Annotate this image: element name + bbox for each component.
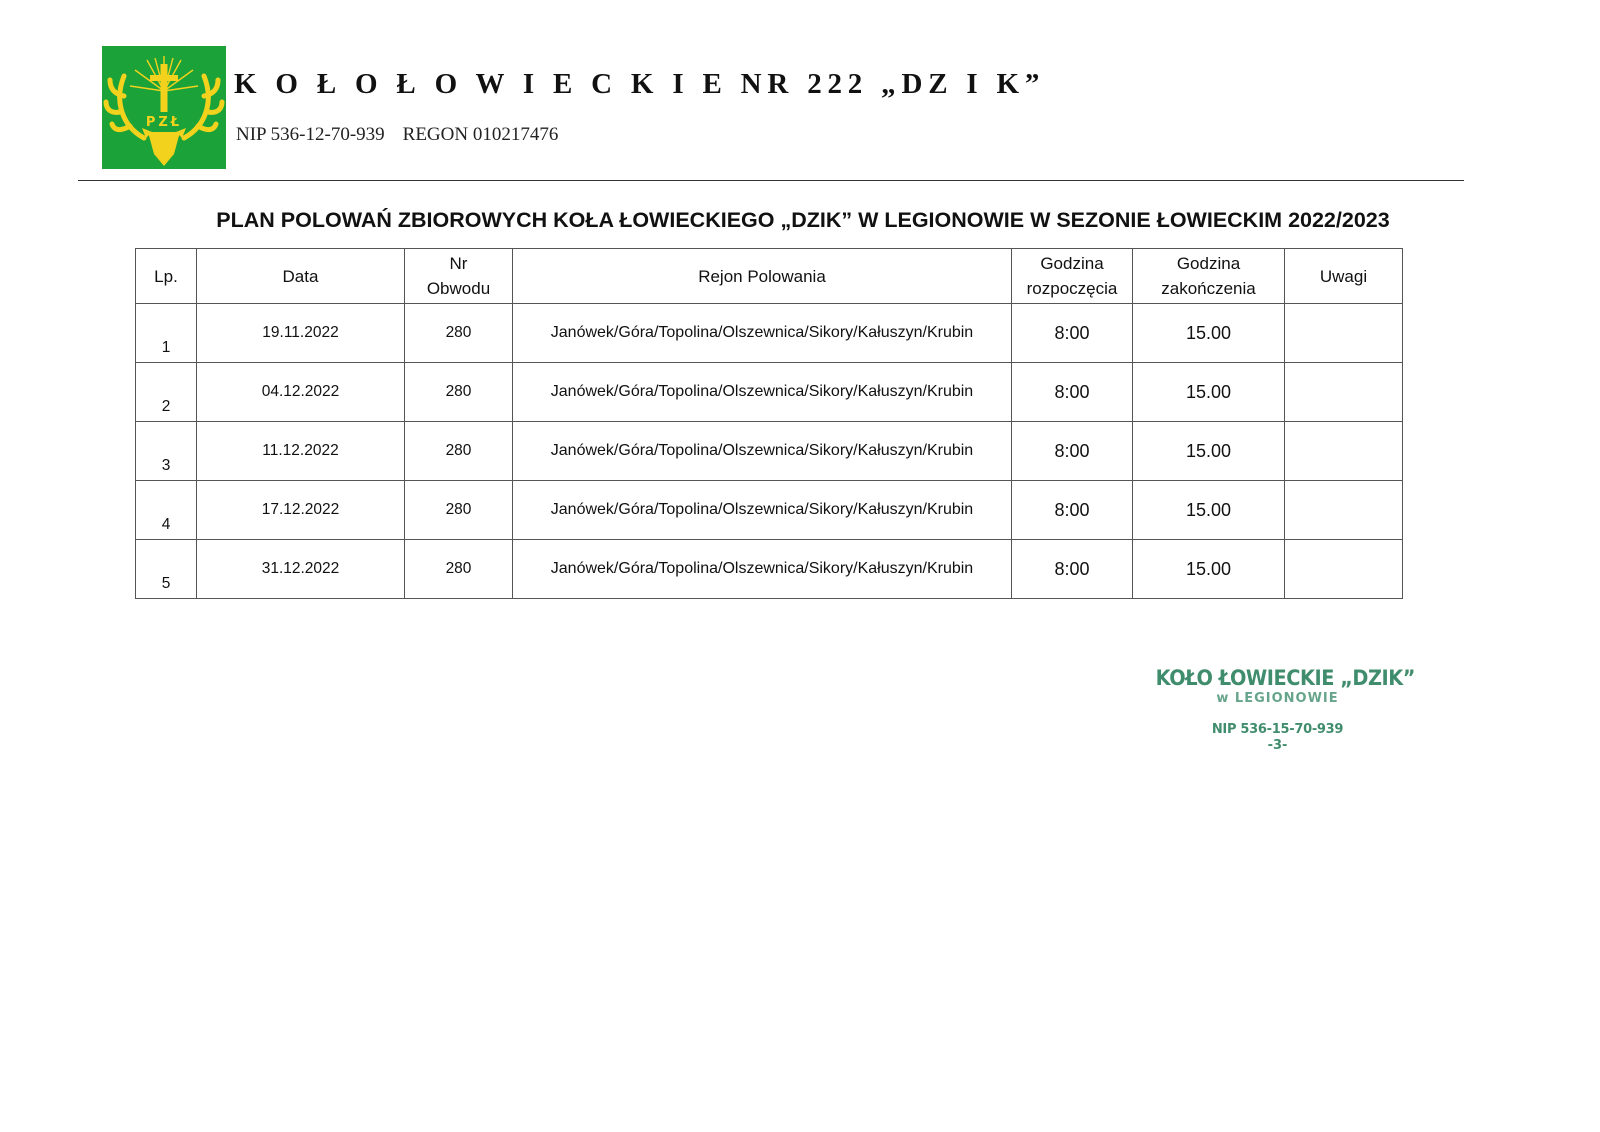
organization-ids — [236, 124, 558, 146]
cell-end-time: 15.00 — [1133, 481, 1285, 540]
cell-start-time: 8:00 — [1012, 304, 1133, 363]
cell-date: 11.12.2022 — [197, 422, 405, 481]
header-start-line2: rozpoczęcia — [1026, 279, 1118, 298]
cell-end-time: 15.00 — [1133, 422, 1285, 481]
cell-region: Janówek/Góra/Topolina/Olszewnica/Sikory/Kałuszyn/Krubin — [513, 540, 1012, 599]
cell-lp: 1 — [136, 304, 197, 363]
document-title: PLAN POLOWAŃ ZBIOROWYCH KOŁA ŁOWIECKIEGO „DZIK” W LEGIONOWIE W SEZONIE ŁOWIECKIM 2022/2023 — [216, 208, 1390, 232]
cell-start-time: 8:00 — [1012, 481, 1133, 540]
cell-lp: 2 — [136, 363, 197, 422]
header-nr-line1: Nr — [449, 254, 468, 273]
header-start-line1: Godzina — [1040, 254, 1104, 273]
cell-start-time: 8:00 — [1012, 540, 1133, 599]
cell-end-time: 15.00 — [1133, 363, 1285, 422]
table-row — [136, 304, 1403, 363]
cell-end-time: 15.00 — [1133, 540, 1285, 599]
regon-number: REGON 010217476 — [402, 124, 559, 145]
cell-region: Janówek/Góra/Topolina/Olszewnica/Sikory/Kałuszyn/Krubin — [513, 304, 1012, 363]
cell-region: Janówek/Góra/Topolina/Olszewnica/Sikory/Kałuszyn/Krubin — [513, 422, 1012, 481]
header-district-number — [405, 249, 513, 304]
cell-notes — [1285, 363, 1403, 422]
organization-name: K O Ł O Ł O W I E C K I E NR 222 „DZ I K” — [234, 68, 1046, 100]
organization-stamp — [1145, 666, 1416, 753]
cell-district-number: 280 — [405, 481, 513, 540]
stamp-line-number: -3- — [1267, 738, 1288, 753]
cell-lp: 5 — [136, 540, 197, 599]
header-region: Rejon Polowania — [513, 249, 1012, 304]
header-start-time — [1012, 249, 1133, 304]
logo-letters: PZŁ — [145, 115, 183, 130]
cell-region: Janówek/Góra/Topolina/Olszewnica/Sikory/Kałuszyn/Krubin — [513, 363, 1012, 422]
table-row — [136, 363, 1403, 422]
header-end-line1: Godzina — [1176, 254, 1241, 273]
cell-district-number: 280 — [405, 540, 513, 599]
cell-notes — [1285, 422, 1403, 481]
header-end-time — [1133, 249, 1285, 304]
stamp-line-name: KOŁO ŁOWIECKIE „DZIK” — [1155, 666, 1416, 690]
cell-date: 19.11.2022 — [197, 304, 405, 363]
header-lp: Lp. — [136, 249, 197, 304]
cell-notes — [1285, 304, 1403, 363]
cell-date: 31.12.2022 — [197, 540, 405, 599]
cell-district-number: 280 — [405, 422, 513, 481]
header-divider — [78, 180, 1464, 181]
stamp-line-city: w LEGIONOWIE — [1216, 691, 1339, 706]
cell-start-time: 8:00 — [1012, 363, 1133, 422]
header-date: Data — [197, 249, 405, 304]
cell-date: 04.12.2022 — [197, 363, 405, 422]
cell-end-time: 15.00 — [1133, 304, 1285, 363]
table-row — [136, 540, 1403, 599]
cell-lp: 4 — [136, 481, 197, 540]
header-nr-line2: Obwodu — [426, 279, 491, 298]
cell-district-number: 280 — [405, 363, 513, 422]
table-row — [136, 481, 1403, 540]
table-header-row — [136, 249, 1403, 304]
cell-district-number: 280 — [405, 304, 513, 363]
pzl-logo — [102, 46, 226, 169]
pzl-deer-cross-emblem-icon — [102, 46, 226, 169]
cell-notes — [1285, 540, 1403, 599]
cell-notes — [1285, 481, 1403, 540]
cell-lp: 3 — [136, 422, 197, 481]
header-end-line2: zakończenia — [1161, 279, 1256, 298]
table-row — [136, 422, 1403, 481]
cell-region: Janówek/Góra/Topolina/Olszewnica/Sikory/Kałuszyn/Krubin — [513, 481, 1012, 540]
hunting-plan-table — [135, 248, 1403, 599]
nip-number: NIP 536-12-70-939 — [236, 124, 385, 145]
header-notes: Uwagi — [1285, 249, 1403, 304]
stamp-line-nip: NIP 536-15-70-939 — [1211, 722, 1344, 737]
cell-date: 17.12.2022 — [197, 481, 405, 540]
cell-start-time: 8:00 — [1012, 422, 1133, 481]
